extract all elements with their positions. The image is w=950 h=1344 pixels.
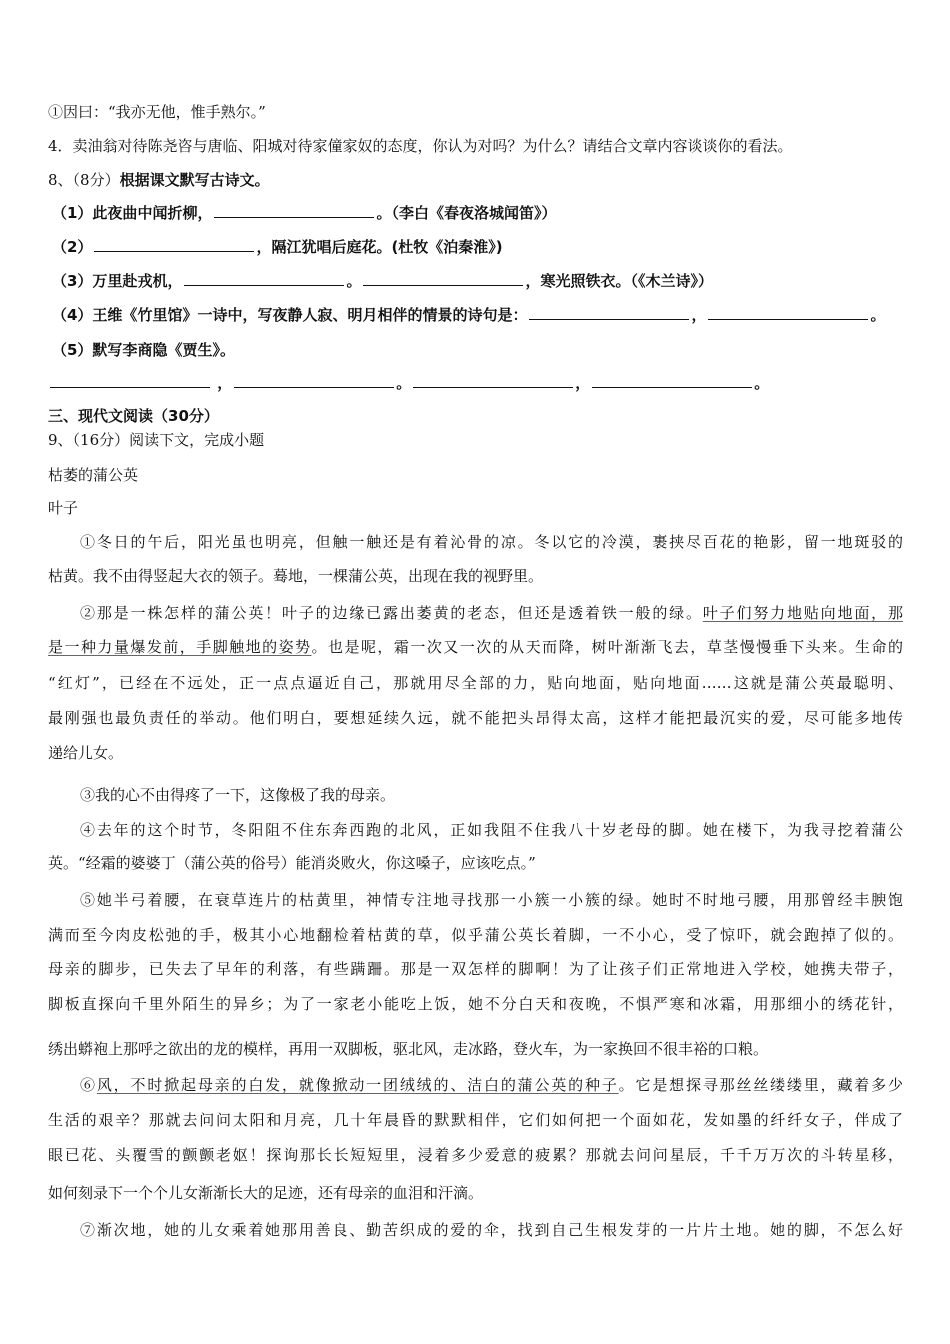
para1-l1 xyxy=(48,532,903,552)
text-segment: 最刚强也最负责任的举动。他们明白，要想延续久远，就不能把头昂得太高，这样才能把最沉实的爱，尽可能多地传 xyxy=(48,709,903,727)
para5-l5 xyxy=(48,1039,768,1059)
text-segment: 枯黄。我不由得竖起大衣的领子。蓦地，一棵蒲公英，出现在我的视野里。 xyxy=(48,567,544,585)
text-segment: 。 xyxy=(346,272,362,290)
text-segment: “红灯”，已经在不远处，正一点点逼近自己，那就用尽全部的力，贴向地面，贴向地面……这就是蒲公英最聪明、 xyxy=(48,674,903,692)
para4-l1 xyxy=(48,820,903,840)
text-segment: 8、（8分） xyxy=(48,171,120,189)
text-segment: 生活的艰辛？那就去问问太阳和月亮，几十年晨昏的默默相伴，它们如何把一个面如花，发如墨的纤纤女子，伴成了 xyxy=(48,1111,903,1129)
para5-l4 xyxy=(48,994,903,1014)
answer-blank[interactable] xyxy=(184,271,344,286)
question-8 xyxy=(48,170,270,190)
para2-l2 xyxy=(48,637,903,657)
underlined-text: 风，不时掀起母亲的白发，就像掀动一团绒绒的、洁白的蒲公英的种子 xyxy=(96,1076,619,1094)
para2-l3 xyxy=(48,673,903,693)
answer-blank[interactable] xyxy=(50,373,210,388)
para3-l1 xyxy=(48,785,395,805)
para6-l1 xyxy=(48,1075,903,1095)
text-segment: 。 xyxy=(870,306,886,324)
answer-blank[interactable] xyxy=(363,271,523,286)
para4-l2 xyxy=(48,853,536,873)
underlined-text: 是一种力量爆发前，手脚触地的姿势 xyxy=(48,638,312,656)
text-segment: 递给儿女。 xyxy=(48,744,124,762)
text-segment: 根据课文默写古诗文。 xyxy=(119,171,270,189)
text-segment: ，隔江犹唱后庭花。(杜牧《泊秦淮》) xyxy=(256,238,503,256)
answer-blank[interactable] xyxy=(529,305,689,320)
text-segment: （3）万里赴戎机， xyxy=(52,272,183,290)
section-3-heading xyxy=(48,406,219,426)
text-segment: ， xyxy=(575,374,591,392)
text-segment: ⑦渐次地，她的儿女乘着她那用善良、勤苦织成的爱的伞，找到自己生根发芽的一片片土地。她的脚，不怎么好 xyxy=(80,1221,903,1239)
text-segment: 。也是呢，霜一次又一次的从天而降，树叶渐渐飞去，草茎慢慢垂下头来。生命的 xyxy=(311,638,903,656)
para7-l1 xyxy=(48,1220,903,1240)
text-segment: 绣出蟒袍上那呼之欲出的龙的模样，再用一双脚板，驱北风，走冰路，登火车，为一家换回不很丰裕的口粮。 xyxy=(48,1040,769,1058)
q8-3 xyxy=(52,271,713,291)
text-segment: （4）王维《竹里馆》一诗中，写夜静人寂、明月相伴的情景的诗句是： xyxy=(52,306,528,324)
question-4 xyxy=(48,136,793,156)
text-segment: ④去年的这个时节，冬阳阻不住东奔西跑的北风，正如我阻不住我八十岁老母的脚。她在楼下，为我寻挖着蒲公 xyxy=(80,821,903,839)
text-segment: ①因曰：“我亦无他，惟手熟尔。” xyxy=(48,103,266,121)
text-segment: 如何刻录下一个个儿女渐渐长大的足迹，还有母亲的血泪和汗滴。 xyxy=(48,1184,484,1202)
q8-5-blanks xyxy=(48,373,769,393)
answer-blank[interactable] xyxy=(94,237,254,252)
text-segment: （2） xyxy=(52,238,93,256)
text-segment: （1）此夜曲中闻折柳， xyxy=(52,204,213,222)
answer-blank[interactable] xyxy=(234,373,394,388)
text-segment: 。 xyxy=(754,374,770,392)
text-segment: 。（李白《春夜洛城闻笛》） xyxy=(376,204,557,222)
answer-blank[interactable] xyxy=(708,305,868,320)
text-segment: ⑥ xyxy=(80,1076,97,1094)
text-segment: ①冬日的午后，阳光虽也明亮，但触一触还是有着沁骨的凉。冬以它的冷漠，裹挟尽百花的艳影，留一地斑驳的 xyxy=(80,533,903,551)
text-segment: 枯萎的蒲公英 xyxy=(48,466,139,484)
q8-2 xyxy=(52,237,503,257)
question-9 xyxy=(48,430,264,450)
text-segment: 三、现代文阅读（30分） xyxy=(48,407,219,425)
text-segment: ③我的心不由得疼了一下，这像极了我的母亲。 xyxy=(80,786,396,804)
answer-blank[interactable] xyxy=(413,373,573,388)
para5-l2 xyxy=(48,925,903,945)
text-segment: 9、（16分）阅读下文，完成小题 xyxy=(48,431,265,449)
para6-l3 xyxy=(48,1145,903,1165)
para1-l2 xyxy=(48,566,543,586)
para6-l4 xyxy=(48,1183,483,1203)
text-segment: ②那是一株怎样的蒲公英！叶子的边缘已露出萎黄的老态，但还是透着铁一般的绿。 xyxy=(80,604,703,622)
text-segment: 英。“经霜的婆婆丁（蒲公英的俗号）能消炎败火，你这嗓子，应该吃点。” xyxy=(48,854,536,872)
para2-l1 xyxy=(48,603,903,623)
q8-5 xyxy=(52,340,235,360)
text-segment: ⑤她半弓着腰，在衰草连片的枯黄里，神情专注地寻找那一小簇一小簇的绿。她时不时地弓腰，用那曾经丰腴饱 xyxy=(80,891,903,909)
text-segment: 满而至今肉皮松弛的手，极其小心地翻检着枯黄的草，似乎蒲公英长着脚，一不小心，受了惊吓，就会跑掉了似的。 xyxy=(48,926,903,944)
para5-l1 xyxy=(48,890,903,910)
answer-blank[interactable] xyxy=(592,373,752,388)
q8-1 xyxy=(52,203,556,223)
para6-l2 xyxy=(48,1110,903,1130)
text-segment: 脚板直探向千里外陌生的异乡；为了一家老小能吃上饭，她不分白天和夜晚，不惧严寒和冰霜，用那细小的绣花针， xyxy=(48,995,903,1013)
text-segment: ， xyxy=(212,374,233,392)
q8-4 xyxy=(52,305,885,325)
text-segment: 。它是想探寻那丝丝缕缕里，藏着多少 xyxy=(618,1076,903,1094)
text-segment: 4．卖油翁对待陈尧咨与唐临、阳城对待家僮家奴的态度，你认为对吗？为什么？请结合文章内容谈谈你的看法。 xyxy=(48,137,793,155)
underlined-text: 叶子们努力地贴向地面，那 xyxy=(702,604,903,622)
text-segment: 叶子 xyxy=(48,499,79,517)
text-segment: （5）默写李商隐《贾生》。 xyxy=(52,341,235,359)
text-segment: 母亲的脚步，已失去了早年的利落，有些蹒跚。那是一双怎样的脚啊！为了让孩子们正常地进入学校，她携夫带子， xyxy=(48,960,903,978)
para5-l3 xyxy=(48,959,903,979)
para2-l4 xyxy=(48,708,903,728)
q-item-1 xyxy=(48,102,266,122)
answer-blank[interactable] xyxy=(214,203,374,218)
text-segment: ，寒光照铁衣。（《木兰诗》） xyxy=(525,272,713,290)
article-author xyxy=(48,498,78,518)
text-segment: 。 xyxy=(396,374,412,392)
text-segment: 眼已花、头覆雪的颤颤老妪！探询那长长短短里，浸着多少爱意的疲累？那就去问问星辰，千千万万次的斗转星移， xyxy=(48,1146,903,1164)
text-segment: ， xyxy=(691,306,707,324)
para2-l5 xyxy=(48,743,123,763)
article-title xyxy=(48,465,138,485)
